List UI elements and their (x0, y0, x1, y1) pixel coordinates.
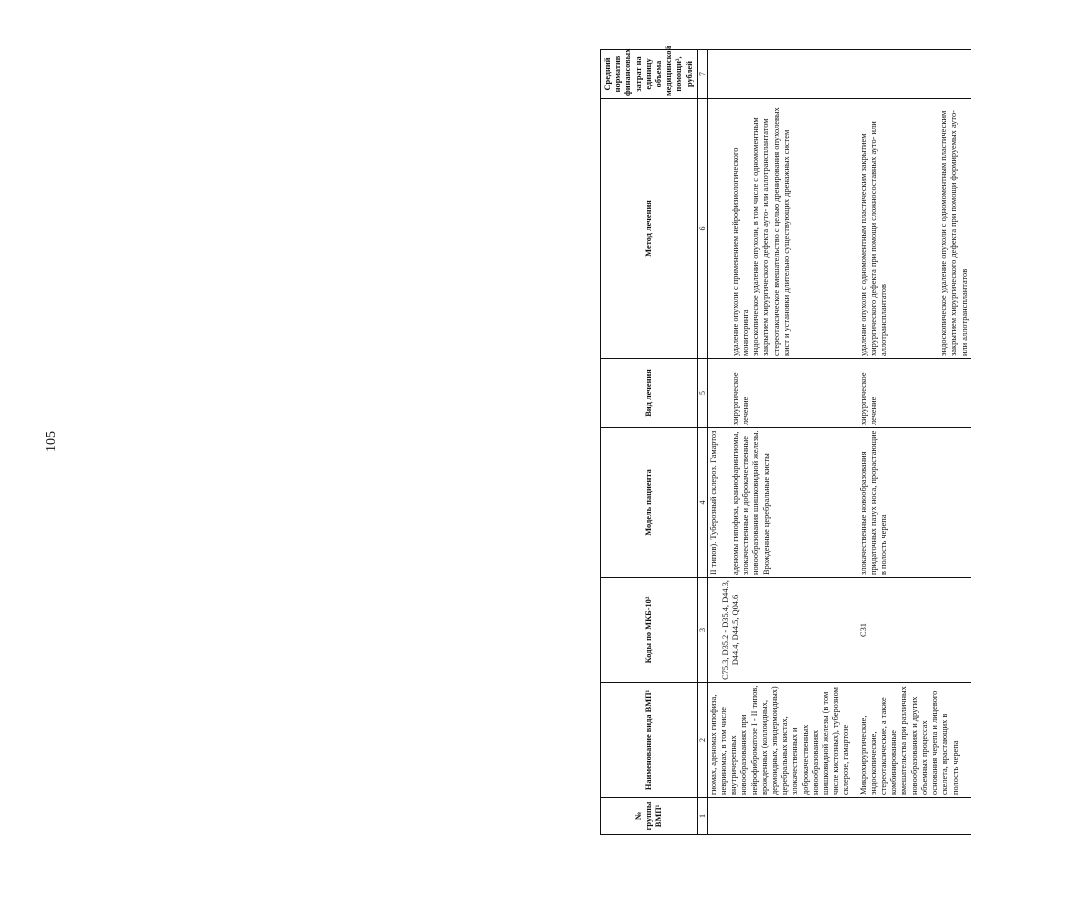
header-cost-norm: Средний норматив финансовых затрат на единицу объема медицинской помощи³, рублей (601, 50, 698, 99)
treatment-type-cell (707, 359, 852, 428)
vmp-table (600, 45, 971, 835)
method-item: эндоскопическое удаление опухоли с одномоментным пластическим закрытием хирургического дефекта при помощи формируемых ауто- или аллотрансплантатов (939, 110, 969, 356)
method-item: удаление опухоли с одномоментным пластическим закрытием хирургического дефекта при помощи сложносоставных ауто- или аллотрансплантатов (858, 121, 889, 356)
rotated-table-page (600, 45, 1080, 835)
col-number: 7 (697, 50, 707, 99)
treatment-method-cell (853, 99, 971, 359)
header-group-number: № группы ВМП¹ (601, 798, 698, 835)
group-number-cell (853, 798, 971, 835)
treatment-method-cell (707, 99, 852, 359)
header-patient-model: Модель пациента (601, 428, 698, 578)
icd-codes-text: C75.3, D35.2 - D35.4, D44.3, D44.4, D44.5, Q04.6 (720, 580, 741, 680)
table-row (853, 50, 971, 835)
method-item: стереотаксическое вмешательство с целью дренирования опухолевых кист и установки длительно существующих дренажных систем (771, 107, 791, 356)
icd-codes-cell (707, 578, 852, 683)
method-item: эндоскопическое удаление опухоли, в том числе с одномоментным закрытием хирургического дефекта ауто- или аллотрансплантатом (751, 117, 771, 356)
method-item: удаление опухоли с применением нейрофизиологического мониторинга (730, 147, 751, 356)
table-row (707, 50, 852, 835)
header-treatment-type: Вид лечения (601, 359, 698, 428)
vmp-name-cell: Микрохирургические, эндоскопические, стереотаксические, а также комбинированные вмешательства при различных новообразованиях и других объемных процессах основания черепа и лицевого скелета, врастающих в полость черепа (853, 683, 971, 798)
vmp-name-cell: гиомах, аденомах гипофиза, невриномах, в том числе внутричерепных новообразованиях при нейрофиброматозе I - II типов, врожденных (коллоидных, дермоидных, эпидермоидных) церебральных кистах, злокачественных и доброкачественных новообразованиях шишковидной железы (в том числе кистозных), туберозном склерозе, гамартозе (707, 683, 852, 798)
column-number-row (697, 50, 707, 835)
table-header-row (601, 50, 698, 835)
cost-cell (707, 50, 852, 99)
col-number: 2 (697, 683, 707, 798)
col-number: 5 (697, 359, 707, 428)
header-vmp-name: Наименование вида ВМП¹ (601, 683, 698, 798)
col-number: 1 (697, 798, 707, 835)
cost-cell (853, 50, 971, 99)
treatment-type-text: хирургическое лечение (730, 372, 751, 425)
icd-codes-cell: C31 (853, 578, 971, 683)
patient-model-cell: злокачественные новообразования придаточных пазух носа, прорастающие в полость черепа (853, 428, 971, 578)
page-number: 105 (44, 431, 59, 452)
col-number: 4 (697, 428, 707, 578)
patient-model-text: аденомы гипофиза, краниофарингиомы, злокачественные и доброкачественные новообразования шишковидной железы. Врожденные церебральные кисты (731, 430, 771, 575)
patient-model-top: II типов). Туберозный склероз. Гамартоз (708, 430, 718, 575)
treatment-type-cell: хирургическое лечение (853, 359, 971, 428)
header-treatment-method: Метод лечения (601, 99, 698, 359)
col-number: 3 (697, 578, 707, 683)
header-icd-codes: Коды по МКБ-10² (601, 578, 698, 683)
group-number-cell (707, 798, 852, 835)
col-number: 6 (697, 99, 707, 359)
patient-model-cell (707, 428, 852, 578)
